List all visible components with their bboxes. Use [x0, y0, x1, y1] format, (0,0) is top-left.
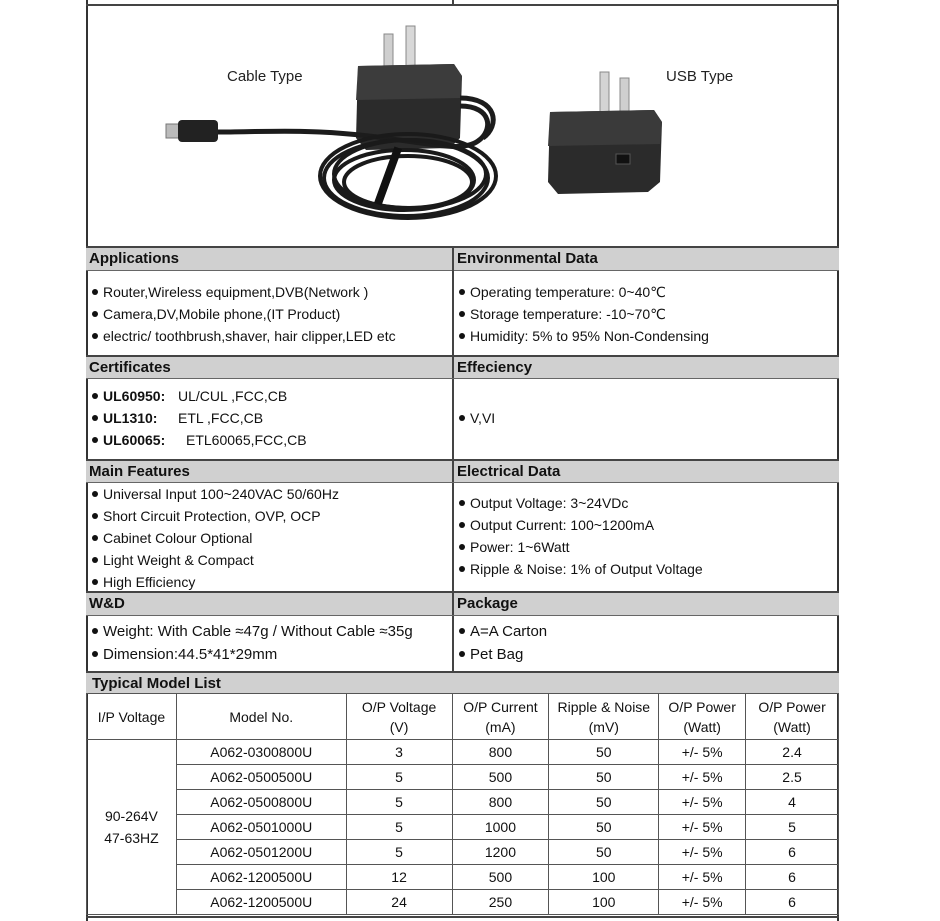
electrical-header: Electrical Data — [454, 461, 839, 483]
list-item: Storage temperature: -10~70℃ — [456, 303, 709, 325]
column-header-line: (Watt) — [773, 718, 811, 735]
product-photo — [88, 6, 837, 246]
table-cell: 50 — [549, 765, 659, 790]
table-cell: 1200 — [452, 840, 549, 865]
efficiency-list — [456, 407, 495, 429]
table-cell: A062-0501000U — [176, 815, 346, 840]
table-row — [87, 840, 839, 865]
cert-item — [89, 429, 307, 451]
table-cell: 5 — [346, 765, 452, 790]
list-item: A=A Carton — [456, 620, 547, 643]
column-header-line: (mV) — [588, 718, 619, 735]
wd-header: W&D — [86, 593, 452, 615]
column-header-line: O/P Voltage — [361, 698, 437, 715]
column-header-line: (mA) — [485, 718, 516, 735]
list-item: Camera,DV,Mobile phone,(IT Product) — [89, 303, 396, 325]
applications-list — [89, 281, 396, 347]
column-header-line: O/P Power — [758, 698, 826, 715]
table-cell: 50 — [549, 840, 659, 865]
list-item: Short Circuit Protection, OVP, OCP — [89, 505, 339, 527]
list-item: electric/ toothbrush,shaver, hair clipper,LED etc — [89, 325, 396, 347]
list-item: Cabinet Colour Optional — [89, 527, 339, 549]
package-list — [456, 620, 547, 666]
table-cell: 800 — [452, 740, 549, 765]
table-cell: +/- 5% — [659, 790, 746, 815]
dc-plug-tip — [166, 124, 180, 138]
list-item: Output Current: 100~1200mA — [456, 514, 703, 536]
table-cell: 6 — [746, 865, 839, 890]
column-header-line: (Watt) — [683, 718, 721, 735]
model-table — [86, 693, 839, 915]
table-cell: 100 — [549, 890, 659, 915]
wd-list — [89, 620, 413, 666]
table-row — [87, 865, 839, 890]
table-body — [87, 740, 839, 915]
prong-icon — [384, 34, 393, 68]
table-cell: +/- 5% — [659, 740, 746, 765]
prong-icon — [406, 26, 415, 66]
bottom-divider — [86, 916, 839, 918]
cert-marks: UL/CUL ,FCC,CB — [178, 388, 288, 404]
model-list-header: Typical Model List — [86, 671, 839, 693]
list-item: Power: 1~6Watt — [456, 536, 703, 558]
list-item: Weight: With Cable ≈47g / Without Cable ≈35g — [89, 620, 413, 643]
column-header-line: O/P Power — [668, 698, 736, 715]
environmental-list — [456, 281, 709, 347]
list-item: Router,Wireless equipment,DVB(Network ) — [89, 281, 396, 303]
table-cell: 50 — [549, 815, 659, 840]
cert-item — [89, 407, 307, 429]
column-header — [346, 694, 452, 740]
table-cell: 6 — [746, 840, 839, 865]
table-cell: 6 — [746, 890, 839, 915]
certificates-list — [89, 385, 307, 451]
cert-item — [89, 385, 307, 407]
electrical-list — [456, 492, 703, 580]
table-cell: +/- 5% — [659, 865, 746, 890]
environmental-header: Environmental Data — [454, 248, 839, 270]
table-cell: A062-0501200U — [176, 840, 346, 865]
table-row — [87, 740, 839, 765]
table-cell: 50 — [549, 790, 659, 815]
table-cell: 12 — [346, 865, 452, 890]
main-features-header: Main Features — [86, 461, 452, 483]
efficiency-header: Effeciency — [454, 357, 839, 379]
table-cell: 5 — [346, 815, 452, 840]
table-cell: A062-1200500U — [176, 890, 346, 915]
cert-standard: UL60065: — [103, 432, 166, 448]
top-column-divider — [452, 0, 454, 5]
list-item: Output Voltage: 3~24VDc — [456, 492, 703, 514]
column-header-line: I/P Voltage — [97, 708, 166, 725]
cert-marks: ETL ,FCC,CB — [178, 410, 264, 426]
list-item: Universal Input 100~240VAC 50/60Hz — [89, 483, 339, 505]
dc-plug-body — [178, 120, 218, 142]
main-features-list — [89, 483, 339, 593]
list-item: Ripple & Noise: 1% of Output Voltage — [456, 558, 703, 580]
table-row — [87, 765, 839, 790]
usb-port-icon — [616, 154, 630, 164]
column-header — [452, 694, 549, 740]
table-cell: +/- 5% — [659, 890, 746, 915]
column-header-line: (V) — [389, 718, 409, 735]
ip-voltage-line: 47-63HZ — [104, 830, 159, 846]
list-item: Pet Bag — [456, 643, 547, 666]
table-cell: 500 — [452, 765, 549, 790]
table-cell: 100 — [549, 865, 659, 890]
table-cell: 5 — [346, 840, 452, 865]
cert-marks: ETL60065,FCC,CB — [186, 432, 307, 448]
ip-voltage-line: 90-264V — [104, 808, 158, 824]
ip-voltage-cell — [87, 740, 177, 915]
list-item: Dimension:44.5*41*29mm — [89, 643, 413, 666]
table-row — [87, 790, 839, 815]
table-cell: +/- 5% — [659, 765, 746, 790]
table-cell: A062-0300800U — [176, 740, 346, 765]
list-item: V,VI — [456, 407, 495, 429]
table-cell: 5 — [746, 815, 839, 840]
usb-type-label: USB Type — [666, 68, 734, 85]
adapter-illustration — [88, 6, 837, 246]
table-header-row — [87, 694, 839, 740]
table-cell: A062-0500500U — [176, 765, 346, 790]
list-item: Operating temperature: 0~40℃ — [456, 281, 709, 303]
column-header — [746, 694, 839, 740]
table-cell: 2.5 — [746, 765, 839, 790]
cert-standard: UL1310: — [103, 410, 158, 426]
table-cell: 50 — [549, 740, 659, 765]
column-header — [659, 694, 746, 740]
column-header — [87, 694, 177, 740]
table-cell: A062-0500800U — [176, 790, 346, 815]
table-cell: +/- 5% — [659, 815, 746, 840]
column-header-line: O/P Current — [463, 698, 538, 715]
table-cell: 24 — [346, 890, 452, 915]
table-cell: 3 — [346, 740, 452, 765]
column-header — [176, 694, 346, 740]
table-cell: 2.4 — [746, 740, 839, 765]
table-cell: 250 — [452, 890, 549, 915]
table-cell: 800 — [452, 790, 549, 815]
applications-header: Applications — [86, 248, 452, 270]
table-cell: +/- 5% — [659, 840, 746, 865]
table-row — [87, 890, 839, 915]
cert-standard: UL60950: — [103, 388, 166, 404]
list-item: Humidity: 5% to 95% Non-Condensing — [456, 325, 709, 347]
table-cell: 5 — [346, 790, 452, 815]
list-item: Light Weight & Compact — [89, 549, 339, 571]
table-row — [87, 815, 839, 840]
table-cell: 4 — [746, 790, 839, 815]
divider — [86, 615, 839, 616]
column-header-line: Ripple & Noise — [557, 698, 651, 715]
column-header-line: Model No. — [229, 708, 294, 725]
divider — [86, 378, 839, 379]
spec-sheet — [86, 0, 839, 921]
prong-icon — [600, 72, 609, 112]
cable-type-label: Cable Type — [227, 68, 303, 85]
certificates-header: Certificates — [86, 357, 452, 379]
package-header: Package — [454, 593, 839, 615]
list-item: High Efficiency — [89, 571, 339, 593]
table-cell: 500 — [452, 865, 549, 890]
column-header — [549, 694, 659, 740]
divider — [86, 270, 839, 271]
prong-icon — [620, 78, 629, 114]
table-cell: A062-1200500U — [176, 865, 346, 890]
table-cell: 1000 — [452, 815, 549, 840]
